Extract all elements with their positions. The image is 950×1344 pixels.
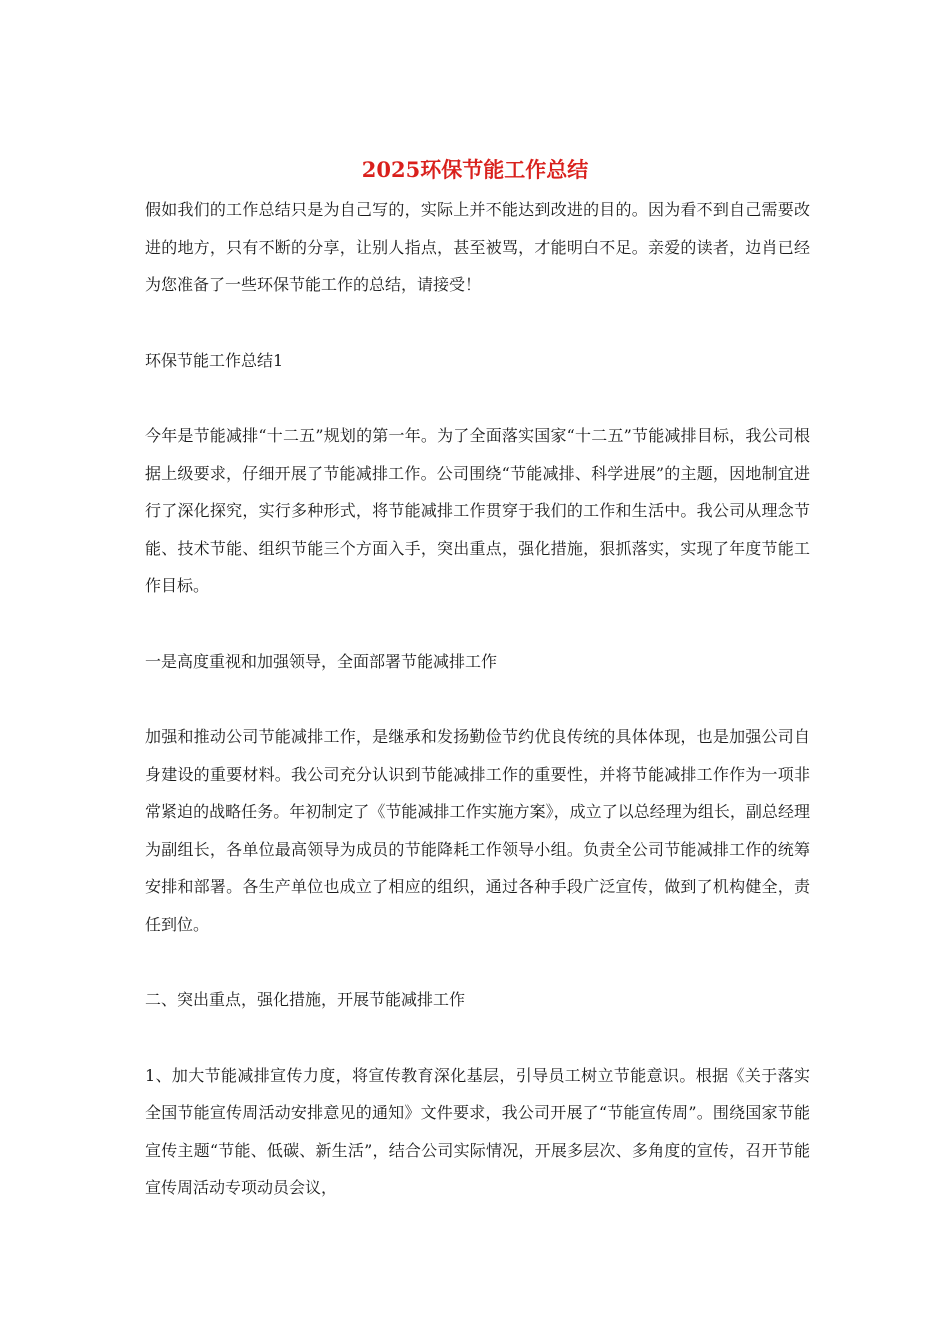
intro-paragraph: 假如我们的工作总结只是为自己写的，实际上并不能达到改进的目的。因为看不到自己需要改进的地方，只有不断的分享，让别人指点，甚至被骂，才能明白不足。亲爱的读者，边肖已经为您准备了一些环保节能工作的总结，请接受！ xyxy=(145,200,810,294)
body-paragraph: 1、加大节能减排宣传力度，将宣传教育深化基层，引导员工树立节能意识。根据《关于落实全国节能宣传周活动安排意见的通知》文件要求，我公司开展了“节能宣传周”。围绕国家节能宣传主题“节能、低碳、新生活”，结合公司实际情况，开展多层次、多角度的宣传，召开节能宣传周活动专项动员会议， xyxy=(145,1065,810,1197)
document-body xyxy=(145,191,810,1207)
subsection-heading: 一是高度重视和加强领导，全面部署节能减排工作 xyxy=(145,651,498,671)
paragraph-gap xyxy=(145,379,810,417)
section-heading: 环保节能工作总结1 xyxy=(145,350,284,370)
body-paragraph: 今年是节能减排“十二五”规划的第一年。为了全面落实国家“十二五”节能减排目标，我公司根据上级要求，仔细开展了节能减排工作。公司围绕“节能减排、科学进展”的主题，因地制宜进行了深化探究，实行多种形式，将节能减排工作贯穿于我们的工作和生活中。我公司从理念节能、技术节能、组织节能三个方面入手，突出重点，强化措施，狠抓落实，实现了年度节能工作目标。 xyxy=(145,426,810,595)
subsection-heading: 二、突出重点，强化措施，开展节能减排工作 xyxy=(145,990,466,1009)
paragraph-gap xyxy=(145,943,810,981)
body-paragraph: 加强和推动公司节能减排工作，是继承和发扬勤俭节约优良传统的具体体现，也是加强公司自身建设的重要材料。我公司充分认识到节能减排工作的重要性，并将节能减排工作作为一项非常紧迫的战略任务。年初制定了《节能减排工作实施方案》，成立了以总经理为组长，副总经理为副组长，各单位最高领导为成员的节能降耗工作领导小组。负责全公司节能减排工作的统筹安排和部署。各生产单位也成立了相应的组织，通过各种手段广泛宣传，做到了机构健全，责任到位。 xyxy=(145,727,810,934)
paragraph-gap xyxy=(145,1019,810,1057)
paragraph-gap xyxy=(145,680,810,718)
paragraph-gap xyxy=(145,605,810,643)
paragraph-gap xyxy=(145,304,810,342)
document-title: 2025环保节能工作总结 xyxy=(361,157,589,182)
